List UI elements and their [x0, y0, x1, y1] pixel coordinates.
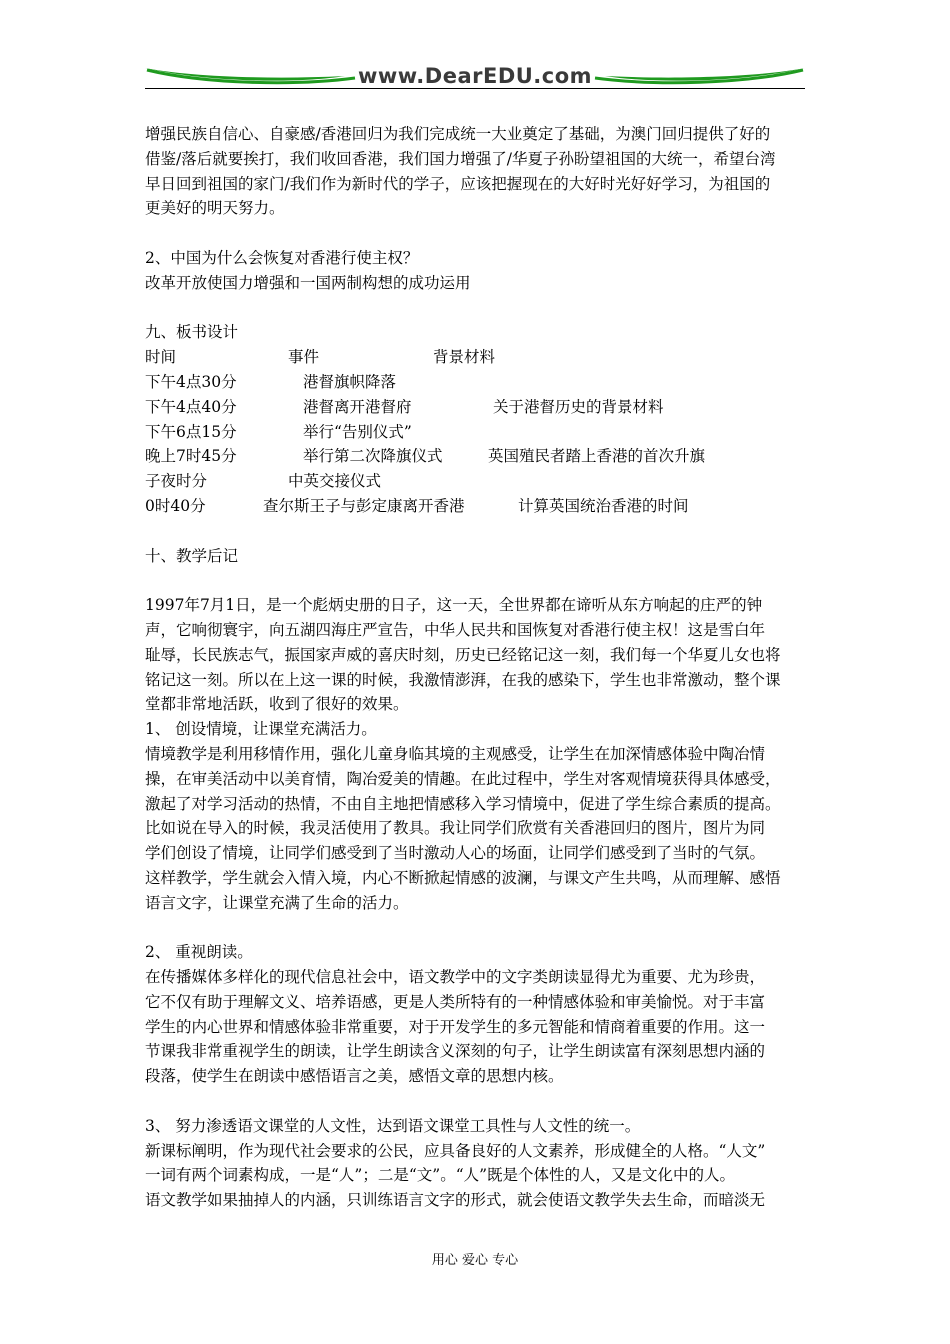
text-line: 学们创设了情境，让同学们感受到了当时激动人心的场面，让同学们感受到了当时的气氛。: [145, 844, 766, 863]
text-line: 借鉴/落后就要挨打，我们收回香港，我们国力增强了/华夏子孙盼望祖国的大统一，希望台湾: [145, 149, 776, 168]
text-line: 语言文字，让课堂充满了生命的活力。: [145, 893, 409, 912]
time-cell: 下午4点30分: [145, 372, 237, 391]
time-cell: 晚上7时45分: [145, 447, 237, 466]
text-line: 学生的内心世界和情感体验非常重要，对于开发学生的多元智能和情商着重要的作用。这一: [145, 1017, 766, 1036]
text-line: 操，在审美活动中以美育情，陶冶爱美的情趣。在此过程中，学生对客观情境获得具体感受，: [145, 769, 781, 788]
background-cell: 计算英国统治香港的时间: [518, 496, 689, 515]
time-cell: 0时40分: [145, 496, 206, 515]
site-logo-text[interactable]: www.DearEDU.com: [357, 64, 593, 88]
table-row: [145, 370, 810, 395]
text-line: 比如说在导入的时候，我灵活使用了教具。我让同学们欣赏有关香港回归的图片，图片为同: [145, 819, 766, 838]
table-row: [145, 444, 810, 469]
text-line: 一词有两个词素构成，一是“人”；二是“文”。“人”既是个体性的人，又是文化中的人。: [145, 1166, 736, 1185]
text-line: 情境教学是利用移情作用，强化儿童身临其境的主观感受，让学生在加深情感体验中陶冶情: [145, 744, 766, 763]
text-line: 段落，使学生在朗读中感悟语言之美，感悟文章的思想内核。: [145, 1067, 564, 1086]
section-heading-9: 九、板书设计: [145, 323, 239, 342]
col-header-event: 事件: [288, 348, 320, 367]
time-cell: 下午6点15分: [145, 422, 237, 441]
text-line: 铭记这一刻。所以在上这一课的时候，我激情澎湃，在我的感染下，学生也非常激动，整个课: [145, 670, 781, 689]
text-line: 语文教学如果抽掉人的内涵，只训练语言文字的形式，就会使语文教学失去生命，而暗淡无: [145, 1191, 766, 1210]
table-row: [145, 494, 810, 519]
subheading-2: 2、 重视朗读。: [145, 943, 253, 962]
time-cell: 下午4点40分: [145, 397, 237, 416]
col-header-time: 时间: [145, 348, 177, 367]
text-line: 早日回到祖国的家门/我们作为新时代的学子，应该把握现在的大好时光好好学习，为祖国的: [145, 174, 771, 193]
section-heading-10: 十、教学后记: [145, 546, 239, 565]
event-cell: 举行第二次降旗仪式: [303, 447, 443, 466]
text-line: 在传播媒体多样化的现代信息社会中，语文教学中的文字类朗读显得尤为重要、尤为珍贵，: [145, 968, 766, 987]
board-table-header: [145, 345, 810, 370]
subheading-3: 3、 努力渗透语文课堂的人文性，达到语文课堂工具性与人文性的统一。: [145, 1116, 641, 1135]
text-line: 增强民族自信心、自豪感/香港回归为我们完成统一大业奠定了基础，为澳门回归提供了好的: [145, 125, 771, 143]
col-header-background: 背景材料: [433, 348, 496, 367]
event-cell: 中英交接仪式: [288, 472, 382, 491]
event-cell: 举行“告别仪式”: [303, 422, 412, 441]
background-cell: 英国殖民者踏上香港的首次升旗: [488, 447, 706, 466]
table-row: [145, 395, 810, 420]
text-line: 这样教学，学生就会入情入境，内心不断掀起情感的波澜，与课文产生共鸣，从而理解、感悟: [145, 868, 781, 887]
text-line: 激起了对学习活动的热情，不由自主地把情感移入学习情境中，促进了学生综合素质的提高。: [145, 794, 781, 813]
question-2: 2、中国为什么会恢复对香港行使主权？: [145, 248, 419, 267]
text-line: 新课标阐明，作为现代社会要求的公民，应具备良好的人文素养，形成健全的人格。“人文”: [145, 1141, 766, 1160]
answer-2: 改革开放使国力增强和一国两制构想的成功运用: [145, 273, 471, 292]
header-divider: [145, 88, 805, 89]
event-cell: 港督旗帜降落: [303, 372, 397, 391]
event-cell: 查尔斯王子与彭定康离开香港: [263, 496, 465, 515]
page-header: [145, 62, 805, 94]
document-body: [145, 122, 810, 1213]
event-cell: 港督离开港督府: [303, 397, 412, 416]
text-line: 它不仅有助于理解文义、培养语感，更是人类所特有的一种情感体验和审美愉悦。对于丰富: [145, 992, 766, 1011]
text-line: 耻辱，长民族志气，振国家声威的喜庆时刻，历史已经铭记这一刻，我们每一个华夏儿女也将: [145, 645, 781, 664]
text-line: 堂都非常地活跃，收到了很好的效果。: [145, 695, 409, 714]
text-line: 声，它响彻寰宇，向五湖四海庄严宣告，中华人民共和国恢复对香港行使主权！这是雪白年: [145, 620, 766, 639]
page-footer: 用心 爱心 专心: [431, 1253, 519, 1268]
time-cell: 子夜时分: [145, 472, 208, 491]
table-row: [145, 469, 810, 494]
background-cell: 关于港督历史的背景材料: [493, 397, 664, 416]
table-row: [145, 420, 810, 445]
subheading-1: 1、 创设情境，让课堂充满活力。: [145, 720, 377, 739]
text-line: 更美好的明天努力。: [145, 199, 285, 218]
text-line: 1997年7月1日，是一个彪炳史册的日子，这一天，全世界都在谛听从东方响起的庄严的钟: [145, 596, 763, 615]
text-line: 节课我非常重视学生的朗读，让学生朗读含义深刻的句子，让学生朗读富有深刻思想内涵的: [145, 1042, 766, 1061]
